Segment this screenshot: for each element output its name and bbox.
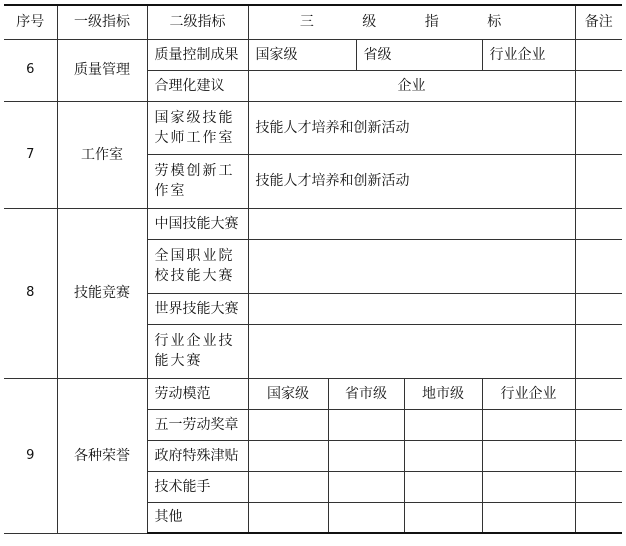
seq-cell: 8 xyxy=(4,208,57,378)
level1-cell: 工作室 xyxy=(57,101,147,208)
level2-cell: 合理化建议 xyxy=(147,70,248,101)
remark-cell xyxy=(575,502,622,533)
level2-cell: 国家级技能大师工作室 xyxy=(147,101,248,154)
level3-cell xyxy=(248,440,328,471)
level3-cell xyxy=(248,293,575,324)
level3-cell xyxy=(248,208,575,239)
level3-cell: 省市级 xyxy=(328,378,404,409)
remark-cell xyxy=(575,293,622,324)
table-row xyxy=(4,208,622,239)
level3-cell: 省级 xyxy=(356,39,482,70)
header-remark: 备注 xyxy=(575,5,622,39)
level1-cell: 质量管理 xyxy=(57,39,147,101)
remark-cell xyxy=(575,154,622,208)
table-row xyxy=(4,39,622,70)
header-seq: 序号 xyxy=(4,5,57,39)
level3-cell xyxy=(482,502,575,533)
level2-cell: 政府特殊津贴 xyxy=(147,440,248,471)
header-level3: 三 级 指 标 xyxy=(248,5,575,39)
header-level1: 一级指标 xyxy=(57,5,147,39)
level3-cell xyxy=(248,502,328,533)
level2-cell: 其他 xyxy=(147,502,248,533)
remark-cell xyxy=(575,39,622,70)
seq-cell: 6 xyxy=(4,39,57,101)
level3-cell xyxy=(482,409,575,440)
level3-cell: 技能人才培养和创新活动 xyxy=(248,154,575,208)
level2-cell: 劳模创新工作室 xyxy=(147,154,248,208)
remark-cell xyxy=(575,440,622,471)
table-row xyxy=(4,378,622,409)
level3-cell xyxy=(248,239,575,293)
level2-cell: 五一劳动奖章 xyxy=(147,409,248,440)
level2-cell: 行业企业技能大赛 xyxy=(147,324,248,378)
remark-cell xyxy=(575,239,622,293)
level3-cell xyxy=(482,471,575,502)
level2-cell: 劳动模范 xyxy=(147,378,248,409)
level3-cell xyxy=(328,471,404,502)
level3-cell: 技能人才培养和创新活动 xyxy=(248,101,575,154)
level3-cell: 企业 xyxy=(248,70,575,101)
level3-cell: 国家级 xyxy=(248,39,356,70)
remark-cell xyxy=(575,101,622,154)
level3-cell xyxy=(248,324,575,378)
header-level2: 二级指标 xyxy=(147,5,248,39)
seq-cell: 7 xyxy=(4,101,57,208)
header-row xyxy=(4,5,622,39)
level3-cell xyxy=(404,409,482,440)
level3-cell xyxy=(404,471,482,502)
level2-cell: 质量控制成果 xyxy=(147,39,248,70)
level3-cell xyxy=(328,440,404,471)
remark-cell xyxy=(575,208,622,239)
level3-cell xyxy=(404,440,482,471)
level3-cell: 行业企业 xyxy=(482,39,575,70)
indicator-table xyxy=(4,4,622,534)
remark-cell xyxy=(575,471,622,502)
level2-cell: 世界技能大赛 xyxy=(147,293,248,324)
level3-cell: 地市级 xyxy=(404,378,482,409)
level2-cell: 技术能手 xyxy=(147,471,248,502)
level3-cell xyxy=(248,409,328,440)
level3-cell xyxy=(328,502,404,533)
table-row xyxy=(4,101,622,154)
level1-cell: 各种荣誉 xyxy=(57,378,147,533)
remark-cell xyxy=(575,324,622,378)
remark-cell xyxy=(575,70,622,101)
level3-cell: 国家级 xyxy=(248,378,328,409)
level3-cell xyxy=(482,440,575,471)
level3-cell xyxy=(328,409,404,440)
level2-cell: 中国技能大赛 xyxy=(147,208,248,239)
level3-cell xyxy=(404,502,482,533)
level3-cell xyxy=(248,471,328,502)
level2-cell: 全国职业院校技能大赛 xyxy=(147,239,248,293)
remark-cell xyxy=(575,378,622,409)
seq-cell: 9 xyxy=(4,378,57,533)
level1-cell: 技能竞赛 xyxy=(57,208,147,378)
level3-cell: 行业企业 xyxy=(482,378,575,409)
remark-cell xyxy=(575,409,622,440)
